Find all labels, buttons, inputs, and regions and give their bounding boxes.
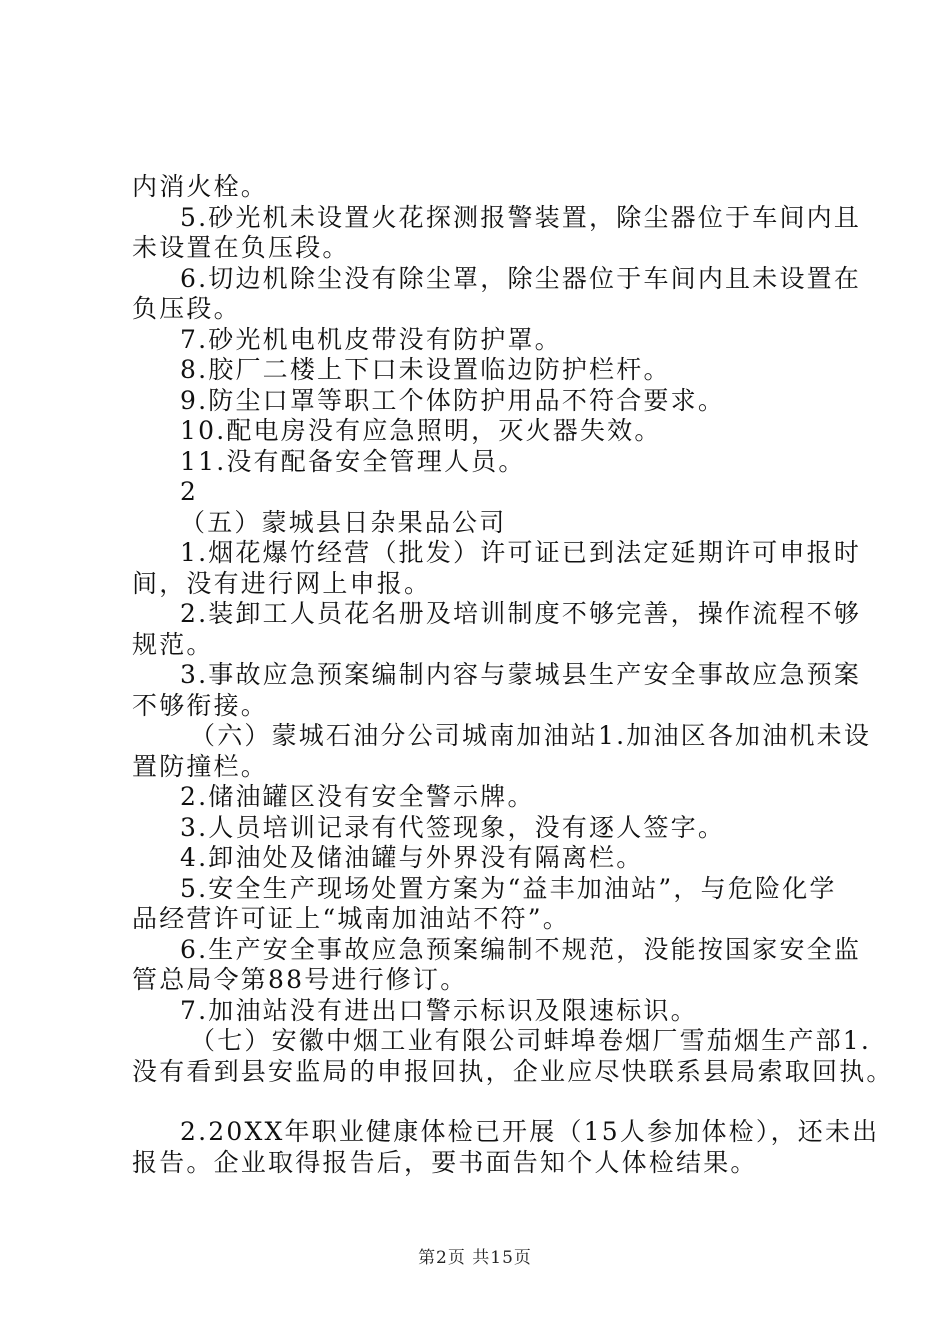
text-line: 未设置在负压段。 [132, 233, 350, 262]
list-item-5: 5.砂光机未设置火花探测报警装置，除尘器位于车间内且 [180, 202, 862, 232]
list-item-2: 2.装卸工人员花名册及培训制度不够完善，操作流程不够 [180, 599, 862, 628]
list-item-4: 4.卸油处及储油罐与外界没有隔离栏。 [180, 843, 644, 872]
list-item-9: 9.防尘口罩等职工个体防护用品不符合要求。 [180, 385, 726, 415]
inline-page-number: 2 [180, 477, 199, 506]
list-item-3: 3.事故应急预案编制内容与蒙城县生产安全事故应急预案 [180, 660, 862, 689]
text-line: 管总局令第88号进行修订。 [132, 965, 468, 994]
list-item-6: 6.生产安全事故应急预案编制不规范，没能按国家安全监 [180, 934, 862, 964]
list-item-3: 3.人员培训记录有代签现象，没有逐人签字。 [180, 812, 726, 842]
text-line: 置防撞栏。 [132, 751, 269, 781]
list-item-8: 8.胶厂二楼上下口未设置临边防护栏杆。 [180, 355, 671, 384]
list-item-6: 6.切边机除尘没有除尘罩，除尘器位于车间内且未设置在 [180, 263, 862, 293]
document-body [132, 172, 894, 1178]
list-item-10: 10.配电房没有应急照明，灭火器失效。 [180, 416, 662, 445]
list-item-5: 5.安全生产现场处置方案为“益丰加油站”，与危险化学 [180, 873, 837, 903]
list-item-1: 1.烟花爆竹经营（批发）许可证已到法定延期许可申报时 [180, 538, 862, 567]
text-line: 不够衔接。 [132, 690, 269, 720]
paragraph-gap [132, 1087, 832, 1117]
text-line: 规范。 [132, 629, 214, 659]
section-heading-7: （七）安徽中烟工业有限公司蚌埠卷烟厂雪茄烟生产部1. [190, 1026, 872, 1055]
text-line: 报告。企业取得报告后，要书面告知个人体检结果。 [132, 1147, 758, 1177]
text-line: 品经营许可证上“城南加油站不符”。 [132, 904, 570, 933]
text-line: 负压段。 [132, 294, 241, 323]
text-line: 间，没有进行网上申报。 [132, 568, 432, 598]
text-line: 内消火栓。 [132, 172, 269, 201]
text-line: 没有看到县安监局的申报回执，企业应尽快联系县局索取回执。 [132, 1056, 894, 1086]
list-item-7: 7.加油站没有进出口警示标识及限速标识。 [180, 995, 698, 1025]
list-item-2: 2.储油罐区没有安全警示牌。 [180, 782, 535, 811]
list-item-2: 2.20XX年职业健康体检已开展（15人参加体检），还未出 [180, 1117, 880, 1146]
page-footer: 第2页 共15页 [418, 1248, 532, 1268]
section-heading-6: （六）蒙城石油分公司城南加油站1.加油区各加油机未设 [190, 721, 872, 750]
list-item-7: 7.砂光机电机皮带没有防护罩。 [180, 324, 562, 354]
list-item-11: 11.没有配备安全管理人员。 [180, 446, 526, 476]
section-heading-5: （五）蒙城县日杂果品公司 [180, 507, 507, 537]
